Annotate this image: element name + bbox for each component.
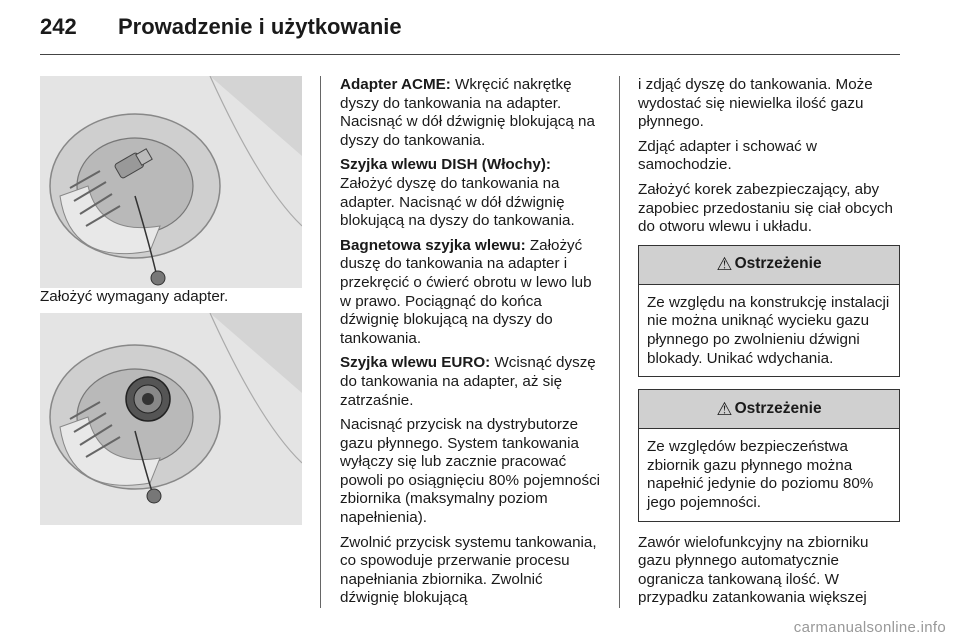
warning-triangle-icon: ⚠ [716,398,733,419]
term-acme: Adapter ACME: [340,76,451,93]
warning-title: Ostrzeżenie [734,255,822,273]
paragraph-acme: Adapter ACME: Wkręcić nakrętkę dyszy do tankowania na adapter. Nacisnąć w dół dźwignię blokującą na dyszy do tankowania. [340,76,595,149]
warning-header [639,246,899,285]
term-euro: Szyjka wlewu EURO: [340,354,491,372]
watermark: carmanualsonline.info [793,619,946,636]
paragraph-bayonet: Bagnetowa szyjka wlewu: Założyć duszę do tankowania na adapter i przekręcić o ćwierć obrotu w lewo lub w prawo. Pociągnąć do końca dźwignię blokującą na dyszy do tankowania. [340,236,592,347]
paragraph-dish: Szyjka wlewu DISH (Włochy): Założyć dyszę do tankowania na adapter. Nacisnąć w dół dźwignię blokującą na dyszy do tankowania. [340,156,575,230]
paragraph-dispenser: Nacisnąć przycisk na dystrybutorze gazu płynnego. System tankowania wyłączy się lub zacznie pracować powoli po osiągnięciu 80% pojemności zbiornika (maksymalny poziom napełnienia). [340,416,601,527]
paragraph-release: Zwolnić przycisk systemu tankowania, co spowoduje przerwanie procesu napełniania zbiornika. Zwolnić dźwignię blokującą [340,533,597,607]
term-dish: Szyjka wlewu DISH (Włochy): [340,156,551,174]
illustration-adapter-step1 [40,76,302,288]
page-number: 242 [40,14,77,39]
column-right [638,76,900,614]
term-bayonet: Bagnetowa szyjka wlewu: [340,236,526,254]
warning-box [638,389,900,521]
paragraph-protective-cap: Założyć korek zabezpieczający, aby zapobiec przedostaniu się ciał obcych do otworu wlewu i układu. [638,180,893,236]
warning-box [638,245,900,377]
column-divider [320,76,321,608]
warning-header [639,390,899,429]
warning-text: Ze względów bezpieczeństwa zbiornik gazu płynnego można napełnić jedynie do poziomu 80% jego pojemności. [647,438,874,511]
warning-title: Ostrzeżenie [734,399,822,417]
warning-triangle-icon: ⚠ [716,254,733,275]
paragraph-store-adapter: Zdjąć adapter i schować w samochodzie. [638,137,817,174]
paragraph-remove-nozzle: i zdjąć dyszę do tankowania. Może wydostać się niewielka ilość gazu płynnego. [638,76,873,131]
column-left [40,76,302,525]
column-middle [340,76,605,614]
column-divider [619,76,620,608]
header-divider [40,54,900,55]
page-title: Prowadzenie i użytkowanie [118,14,402,39]
paragraph-euro: Szyjka wlewu EURO: Wcisnąć dyszę do tankowania na adapter, aż się zatrzaśnie. [340,354,596,409]
illustration-adapter-step2 [40,313,302,525]
page-header [40,14,920,54]
warning-text: Ze względu na konstrukcję instalacji nie można uniknąć wycieku gazu płynnego po zwolnieniu dźwigni blokady. Unikać wdychania. [647,293,890,367]
illustration-caption: Założyć wymagany adapter. [40,288,229,305]
paragraph-multivalve: Zawór wielofunkcyjny na zbiorniku gazu płynnego automatycznie ogranicza tankowaną ilość. W przypadku zatankowania większej [638,533,869,607]
